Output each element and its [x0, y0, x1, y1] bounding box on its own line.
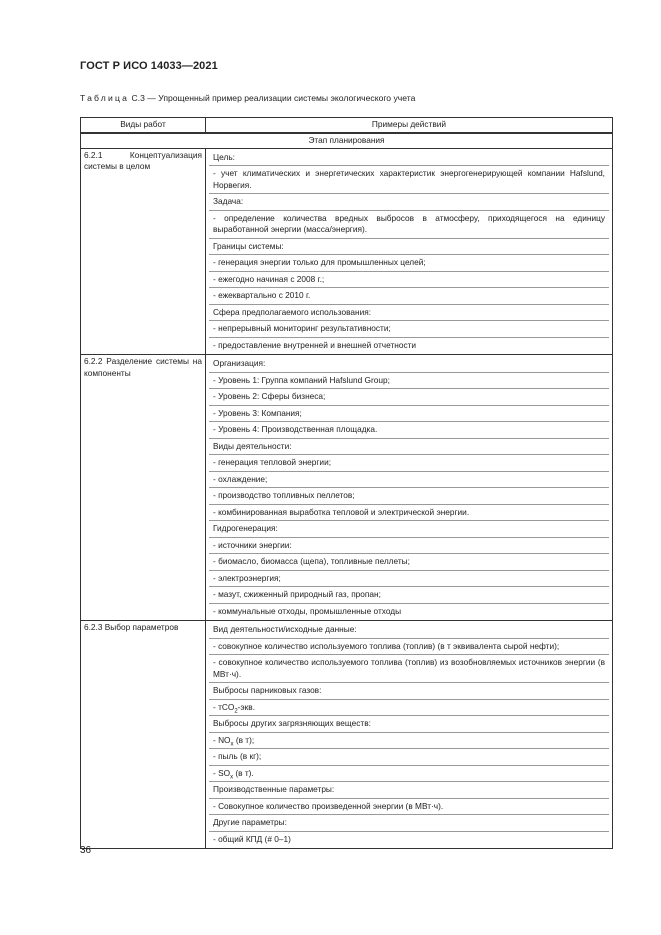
example-line: - определение количества вредных выбросов в атмосферу, приходящегося на единицу выработанной энергии (масса/энергия). [209, 211, 609, 239]
example-line: - биомасло, биомасса (щепа), топливные пеллеты; [209, 554, 609, 571]
work-type-cell: 6.2.2 Разделение системы на компоненты [81, 355, 206, 621]
example-line: - предоставление внутренней и внешней отчетности [213, 339, 417, 350]
example-line: - тCO$_2$-экв. [209, 700, 609, 717]
example-line: Гидрогенерация: [209, 521, 609, 538]
example-line: Вид деятельности/исходные данные: [209, 622, 609, 639]
example-line: - источники энергии: [209, 538, 609, 555]
example-line: Организация: [209, 356, 609, 373]
caption-label: Таблица [80, 93, 130, 103]
column-header-examples: Примеры действий [206, 118, 613, 134]
table-row [81, 148, 613, 355]
examples-cell [206, 355, 613, 621]
example-line: - электроэнергия; [209, 571, 609, 588]
example-line: Выбросы других загрязняющих веществ: [209, 716, 609, 733]
example-line: - генерация энергии только для промышленных целей; [209, 255, 609, 272]
example-line: Сфера предполагаемого использования: [209, 305, 609, 322]
example-line: - Уровень 3: Компания; [209, 406, 609, 423]
example-line: - непрерывный мониторинг результативности; [209, 321, 609, 338]
example-line: Виды деятельности: [209, 439, 609, 456]
example-line: - Уровень 4: Производственная площадка. [209, 422, 609, 439]
example-line: - Совокупное количество произведенной энергии (в МВт·ч). [209, 799, 609, 816]
example-line: - генерация тепловой энергии; [209, 455, 609, 472]
example-line: - учет климатических и энергетических характеристик энергогенерирующей компании Hafslund, Норвегия. [209, 166, 609, 194]
caption-text: — Упрощенный пример реализации системы экологического учета [147, 93, 416, 103]
example-line: - совокупное количество используемого топлива (топлив) из возобновляемых источников энергии (в МВт·ч). [209, 655, 609, 683]
example-line: - Уровень 2: Сферы бизнеса; [209, 389, 609, 406]
table-caption [80, 93, 415, 103]
example-line: Производственные параметры: [209, 782, 609, 799]
example-line: Границы системы: [209, 239, 609, 256]
example-line: - ежеквартально с 2010 г. [209, 288, 609, 305]
example-line: - охлаждение; [209, 472, 609, 489]
example-line: - Уровень 1: Группа компаний Hafslund Group; [209, 373, 609, 390]
example-line: Другие параметры: [209, 815, 609, 832]
column-header-work: Виды работ [81, 118, 206, 134]
example-line: - комбинированная выработка тепловой и электрической энергии. [209, 505, 609, 522]
example-line: - ежегодно начиная с 2008 г.; [209, 272, 609, 289]
example-line: - пыль (в кг); [209, 749, 609, 766]
caption-number: С.3 [131, 93, 145, 103]
example-line: Цель: [209, 150, 609, 167]
example-line: - мазут, сжиженный природный газ, пропан; [209, 587, 609, 604]
work-type-cell: 6.2.1 Концептуализация системы в целом [81, 148, 206, 355]
example-line: Задача: [209, 194, 609, 211]
document-header: ГОСТ Р ИСО 14033—2021 [80, 60, 218, 72]
example-line: - производство топливных пеллетов; [209, 488, 609, 505]
table-row [81, 621, 613, 849]
table-row [81, 355, 613, 621]
environmental-accounting-table [80, 117, 613, 849]
work-type-cell: 6.2.3 Выбор параметров [81, 621, 206, 849]
stage-row: Этап планирования [81, 133, 613, 148]
example-line: - $NO_x$ (в т); [209, 733, 609, 750]
examples-cell [206, 621, 613, 849]
page-number: 36 [80, 845, 92, 856]
example-line: - совокупное количество используемого топлива (топлив) (в т эквивалента сырой нефти); [209, 639, 609, 656]
example-line: - $SO_x$ (в т). [209, 766, 609, 783]
example-line: - коммунальные отходы, промышленные отходы [213, 605, 402, 616]
examples-cell [206, 148, 613, 355]
example-line: - общий КПД (# 0–1) [213, 833, 291, 844]
example-line: Выбросы парниковых газов: [209, 683, 609, 700]
